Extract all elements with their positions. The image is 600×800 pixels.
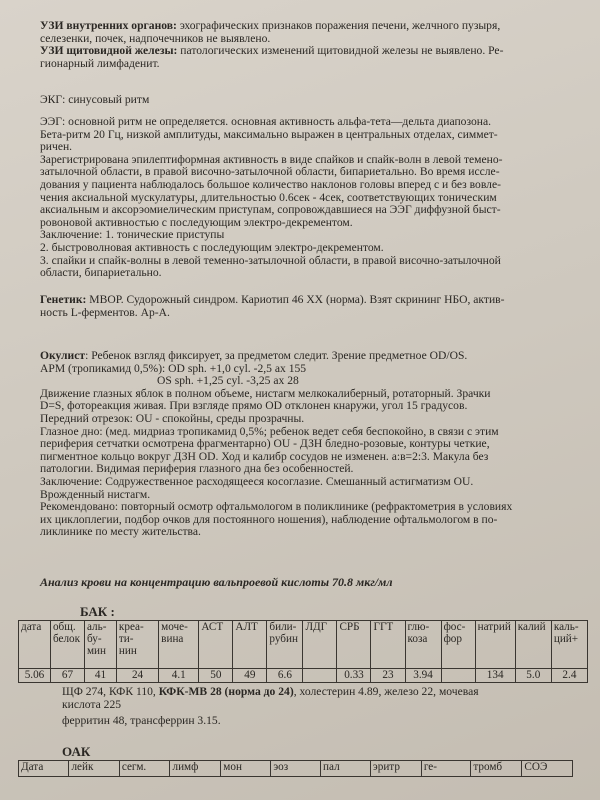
bak-value-cell: 5.0 — [515, 669, 551, 683]
bak-value-cell: 41 — [84, 669, 116, 683]
uzi-organs-text-1: эхографических признаков поражения печени, желчного пузыря, — [176, 19, 501, 32]
oak-header-cell: ге- — [421, 761, 471, 777]
ekg-text: синусовый ритм — [65, 93, 150, 106]
uzi-thyroid-label: УЗИ щитовидной железы: — [40, 44, 178, 58]
bak-header-cell: калий — [515, 621, 551, 669]
bak-extra-2: , холестерин 4.89, железо 22, мочевая — [293, 685, 479, 698]
oculist-line-1: АРМ (тропикамид 0,5%): OD sph. +1,0 cyl. -2,5 ax 155 — [40, 361, 307, 375]
oculist-label: Окулист — [40, 349, 86, 362]
eeg-label: ЭЭГ: — [40, 115, 66, 128]
bak-header-cell: каль- ций+ — [551, 621, 587, 669]
oak-header-cell: СОЭ — [522, 761, 573, 777]
eeg-line-1: Бета-ритм 20 Гц, низкой амплитуды, максимально выражен в центральных отделах, симмет- — [40, 127, 498, 141]
oculist-line-7: периферия сетчатки осмотрена фрагментарно) OU - ДЗН бледно-розовые, контуры четкие, — [40, 437, 490, 451]
eeg-section — [40, 116, 585, 280]
uzi-organs-text-2: селезенки, почек, надпочечников не выявлено. — [40, 31, 271, 45]
bak-value-cell: 0.33 — [337, 669, 371, 683]
bak-extra-3: кислота 225 — [62, 697, 122, 711]
eeg-line-0: основной ритм не определяется. основная активность альфа-тета—дельта диапозона. — [65, 115, 492, 128]
oculist-line-6: Глазное дно: (мед. мидриаз тропикамид 0,5%; ребенок ведет себя беспокойно, в связи с этим — [40, 424, 499, 438]
oculist-line-4: D=S, фотореакция живая. При взгляде прямо OD отклонен кнаружи, угол 15 градусов. — [40, 399, 468, 413]
valproate-line: Анализ крови на концентрацию вальпроевой кислоты 70.8 мкг/мл — [40, 575, 393, 589]
bak-header-cell: моче- вина — [159, 621, 199, 669]
bak-header-cell: аль- бу- мин — [84, 621, 116, 669]
oak-header-cell: лимф — [170, 761, 221, 777]
eeg-line-5: дования у пациента наблюдалось большое количество наклонов головы вперед с и без вовле- — [40, 177, 501, 191]
bak-value-cell: 6.6 — [267, 669, 303, 683]
genetics-line-1: МВОР. Судорожный синдром. Кариотип 46 ХХ (норма). Взят скрининг НБО, актив- — [86, 293, 505, 306]
oak-header-row — [19, 761, 573, 777]
bak-header-cell: креа- ти- нин — [116, 621, 158, 669]
ekg-label: ЭКГ: — [40, 93, 66, 106]
uzi-section — [40, 20, 585, 70]
bak-value-cell: 4.1 — [159, 669, 199, 683]
genetics-label: Генетик: — [40, 293, 87, 306]
oak-header-cell: лейк — [69, 761, 119, 777]
bak-value-cell: 134 — [475, 669, 515, 683]
bak-value-cell: 50 — [199, 669, 233, 683]
bak-value-cell: 49 — [233, 669, 267, 683]
uzi-thyroid-text-1: патологических изменений щитовидной железы не выявлено. Ре- — [177, 44, 504, 58]
bak-header-cell: дата — [19, 621, 51, 669]
eeg-line-4: затылочной области, в правой височно-затылочной области, бипариетально. Во время иссле- — [40, 165, 500, 179]
genetics-line-2: ность L-ферментов. Ар-А. — [40, 305, 170, 319]
uzi-organs-label: УЗИ внутренних органов: — [40, 19, 177, 32]
bak-value-cell: 2.4 — [551, 669, 587, 683]
bak-extra-4: ферритин 48, трансферрин 3.15. — [62, 714, 221, 728]
bak-header-cell: били- рубин — [267, 621, 303, 669]
eeg-line-9: Заключение: 1. тонические приступы — [40, 228, 225, 242]
oculist-section — [40, 350, 585, 539]
oculist-line-14: ликлинике по месту жительства. — [40, 525, 201, 539]
bak-value-cell: 24 — [116, 669, 158, 683]
oculist-line-12: Рекомендовано: повторный осмотр офтальмологом в поликлинике (рефрактометрия в условиях — [40, 500, 513, 514]
bak-value-cell: 67 — [50, 669, 84, 683]
oculist-line-10: Заключение: Содружественное расходящееся косоглазие. Смешанный астигматизм OU. — [40, 474, 474, 488]
oak-title: ОАК — [62, 744, 91, 759]
oculist-line-0: : Ребенок взгляд фиксирует, за предметом следит. Зрение предметное OD/OS. — [85, 349, 468, 362]
bak-header-cell: глю- коза — [405, 621, 441, 669]
oak-header-cell: эоз — [271, 761, 321, 777]
bak-header-cell: АЛТ — [233, 621, 267, 669]
oak-header-cell: тромб — [471, 761, 522, 777]
oak-header-cell: эритр — [370, 761, 421, 777]
bak-header-row — [19, 621, 588, 669]
bak-value-cell: 23 — [371, 669, 405, 683]
bak-extra-1: ЩФ 274, КФК 110, — [62, 685, 159, 698]
oculist-line-9: патологии. Видимая периферия глазного дна без особенностей. — [40, 462, 354, 476]
oculist-line-13: их циклоплегии, подбор очков для постоянного ношения), наблюдение офтальмологом в по- — [40, 512, 498, 526]
oculist-line-2: OS sph. +1,25 cyl. -3,25 ax 28 — [157, 374, 299, 388]
eeg-line-12: области, бипариетально. — [40, 266, 162, 280]
bak-header-cell: общ. белок — [50, 621, 84, 669]
bak-extra-bold: КФК-МВ 28 (норма до 24) — [158, 685, 294, 698]
bak-header-cell: ЛДГ — [303, 621, 337, 669]
bak-value-cell: 5.06 — [19, 669, 51, 683]
eeg-line-7: аксиальным и аксорэомиелическим приступам, сопровождавшиеся на ЭЭГ диффузной быст- — [40, 203, 501, 217]
bak-extra — [62, 686, 582, 728]
ekg-section — [40, 94, 585, 107]
bak-value-cell — [303, 669, 337, 683]
bak-title: БАК : — [80, 604, 115, 619]
oculist-line-3: Движение глазных яблок в полном объеме, нистагм мелкокалиберный, ротаторный. Зрачки — [40, 386, 491, 400]
oculist-line-11: Врожденный нистагм. — [40, 487, 151, 501]
eeg-line-6: чения аксиальной мускулатуры, длительностью 0.6сек - 4сек, соответствующих тоническим — [40, 190, 497, 204]
bak-table — [18, 620, 588, 683]
eeg-line-3: Зарегистрирована эпилептиформная активность в виде спайков и спайк-волн в левой темено- — [40, 152, 503, 166]
eeg-line-8: ровоновой активностью с последующим электро-декрементом. — [40, 215, 353, 229]
eeg-line-2: ричен. — [40, 140, 73, 154]
genetics-section — [40, 294, 585, 319]
bak-header-cell: АСТ — [199, 621, 233, 669]
oculist-line-8: пигментное кольцо вокруг ДЗН OD. Ход и калибр сосудов не изменен. а:в=2:3. Макула без — [40, 449, 489, 463]
oak-header-cell: мон — [221, 761, 271, 777]
oak-table — [18, 760, 573, 777]
bak-value-cell: 3.94 — [405, 669, 441, 683]
bak-header-cell: фос- фор — [441, 621, 475, 669]
oak-header-cell: пал — [321, 761, 371, 777]
oak-header-cell: Дата — [19, 761, 69, 777]
bak-value-cell — [441, 669, 475, 683]
bak-values-row — [19, 669, 588, 683]
bak-header-cell: натрий — [475, 621, 515, 669]
bak-header-cell: ГГТ — [371, 621, 405, 669]
oak-header-cell: сегм. — [119, 761, 170, 777]
oculist-line-5: Передний отрезок: OU - спокойны, среды прозрачны. — [40, 411, 305, 425]
eeg-line-10: 2. быстроволновая активность с последующим электро-декрементом. — [40, 240, 384, 254]
uzi-thyroid-text-2: гионарный лимфаденит. — [40, 56, 160, 70]
eeg-line-11: 3. спайки и спайк-волны в левой теменно-затылочной области, в правой височно-затылочной — [40, 253, 501, 267]
bak-header-cell: СРБ — [337, 621, 371, 669]
